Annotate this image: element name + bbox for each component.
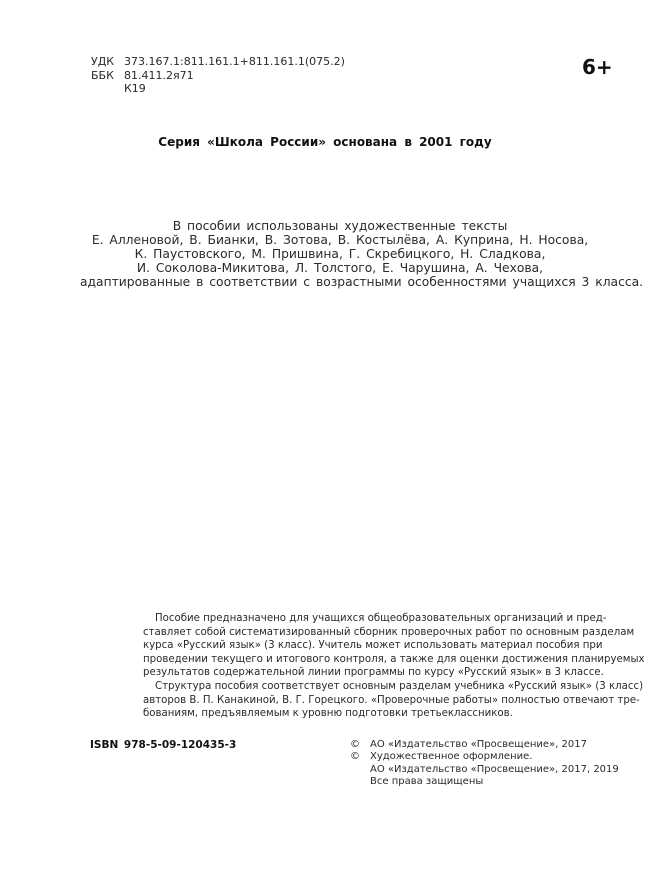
- series-note: Серия «Школа России» основана в 2001 году: [158, 135, 492, 149]
- authors-line: К. Паустовского, М. Пришвина, Г. Скребицкого, Н. Сладкова,: [134, 247, 546, 261]
- annotation-line: курса «Русский язык» (3 класс). Учитель может использовать материал пособия при: [143, 640, 603, 652]
- isbn: ISBN 978-5-09-120435-3: [90, 739, 237, 751]
- annotation-line: проведении текущего и итогового контроля, а также для оценки достижения планируемых: [143, 653, 645, 665]
- authors-line: адаптированные в соответствии с возрастными особенностями учащихся 3 класса.: [80, 275, 644, 289]
- copyright-icon: ©: [350, 739, 360, 750]
- bbk-label: ББК: [91, 68, 114, 82]
- annotation: [143, 612, 645, 721]
- classification-block: [91, 55, 345, 96]
- udk-value: 373.167.1:811.161.1+811.161.1(075.2): [124, 55, 345, 68]
- annotation-line: Пособие предназначено для учащихся общеобразовательных организаций и пред-: [155, 613, 607, 624]
- annotation-line: результатов содержательной линии программы по курсу «Русский язык» в 3 классе.: [143, 667, 604, 679]
- authors-note: [80, 219, 644, 289]
- copyright-line: Художественное оформление.: [370, 751, 533, 763]
- udk-label: УДК: [91, 55, 115, 68]
- author-mark: К19: [124, 82, 146, 95]
- copyright-line: АО «Издательство «Просвещение», 2017, 2019: [370, 763, 619, 775]
- copyright-line: АО «Издательство «Просвещение», 2017: [370, 739, 587, 750]
- authors-line: В пособии использованы художественные тексты: [172, 219, 508, 233]
- annotation-line: авторов В. П. Канакиной, В. Г. Горецкого. «Проверочные работы» полностью отвечают тре-: [143, 694, 640, 706]
- annotation-line: ставляет собой систематизированный сборник проверочных работ по основным разделам: [143, 626, 635, 638]
- authors-line: И. Соколова-Микитова, Л. Толстого, Е. Чарушина, А. Чехова,: [136, 261, 544, 275]
- copyright-line: Все права защищены: [370, 775, 484, 787]
- annotation-line: бованиям, предъявляемым к уровню подготовки третьеклассников.: [143, 708, 513, 720]
- annotation-line: Структура пособия соответствует основным разделам учебника «Русский язык» (3 класс): [155, 680, 644, 692]
- bbk-value: 81.411.2я71: [124, 68, 194, 82]
- copyright-block: [350, 739, 619, 788]
- age-rating: 6+: [582, 55, 613, 79]
- authors-line: Е. Алленовой, В. Бианки, В. Зотова, В. Костылёва, А. Куприна, Н. Носова,: [91, 233, 589, 247]
- copyright-icon: ©: [350, 751, 360, 763]
